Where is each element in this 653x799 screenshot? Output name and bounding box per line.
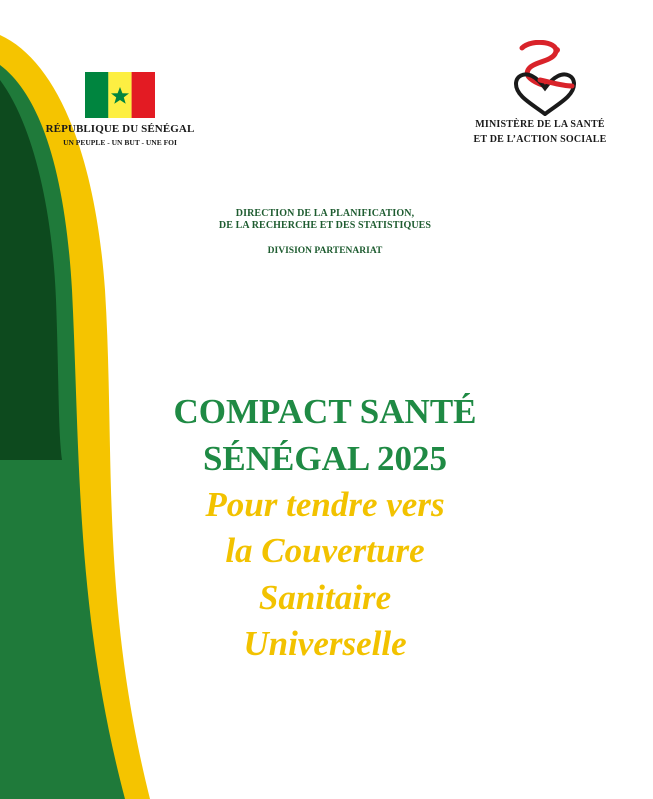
ministry-health-logo-icon [510,40,580,116]
document-title-line1: COMPACT SANTÉ [173,392,477,431]
republic-name: RÉPUBLIQUE DU SÉNÉGAL [45,123,195,135]
direction-line1: DIRECTION DE LA PLANIFICATION, [235,208,415,219]
document-title-line2: SÉNÉGAL 2025 [202,439,448,478]
senegal-flag-icon [85,72,155,118]
document-subtitle-line4: Universelle [243,624,407,663]
document-subtitle-line1: Pour tendre vers [205,485,445,524]
document-subtitle-line2: la Couverture [225,531,425,570]
document-subtitle-line3: Sanitaire [258,578,392,617]
division-name: DIVISION PARTENARIAT [267,246,383,256]
ministry-name-line1: MINISTÈRE DE LA SANTÉ [475,119,605,130]
direction-line2: DE LA RECHERCHE ET DES STATISTIQUES [218,220,432,231]
ministry-name-line2: ET DE L’ACTION SOCIALE [473,134,607,145]
republic-motto: UN PEUPLE - UN BUT - UNE FOI [63,138,177,147]
